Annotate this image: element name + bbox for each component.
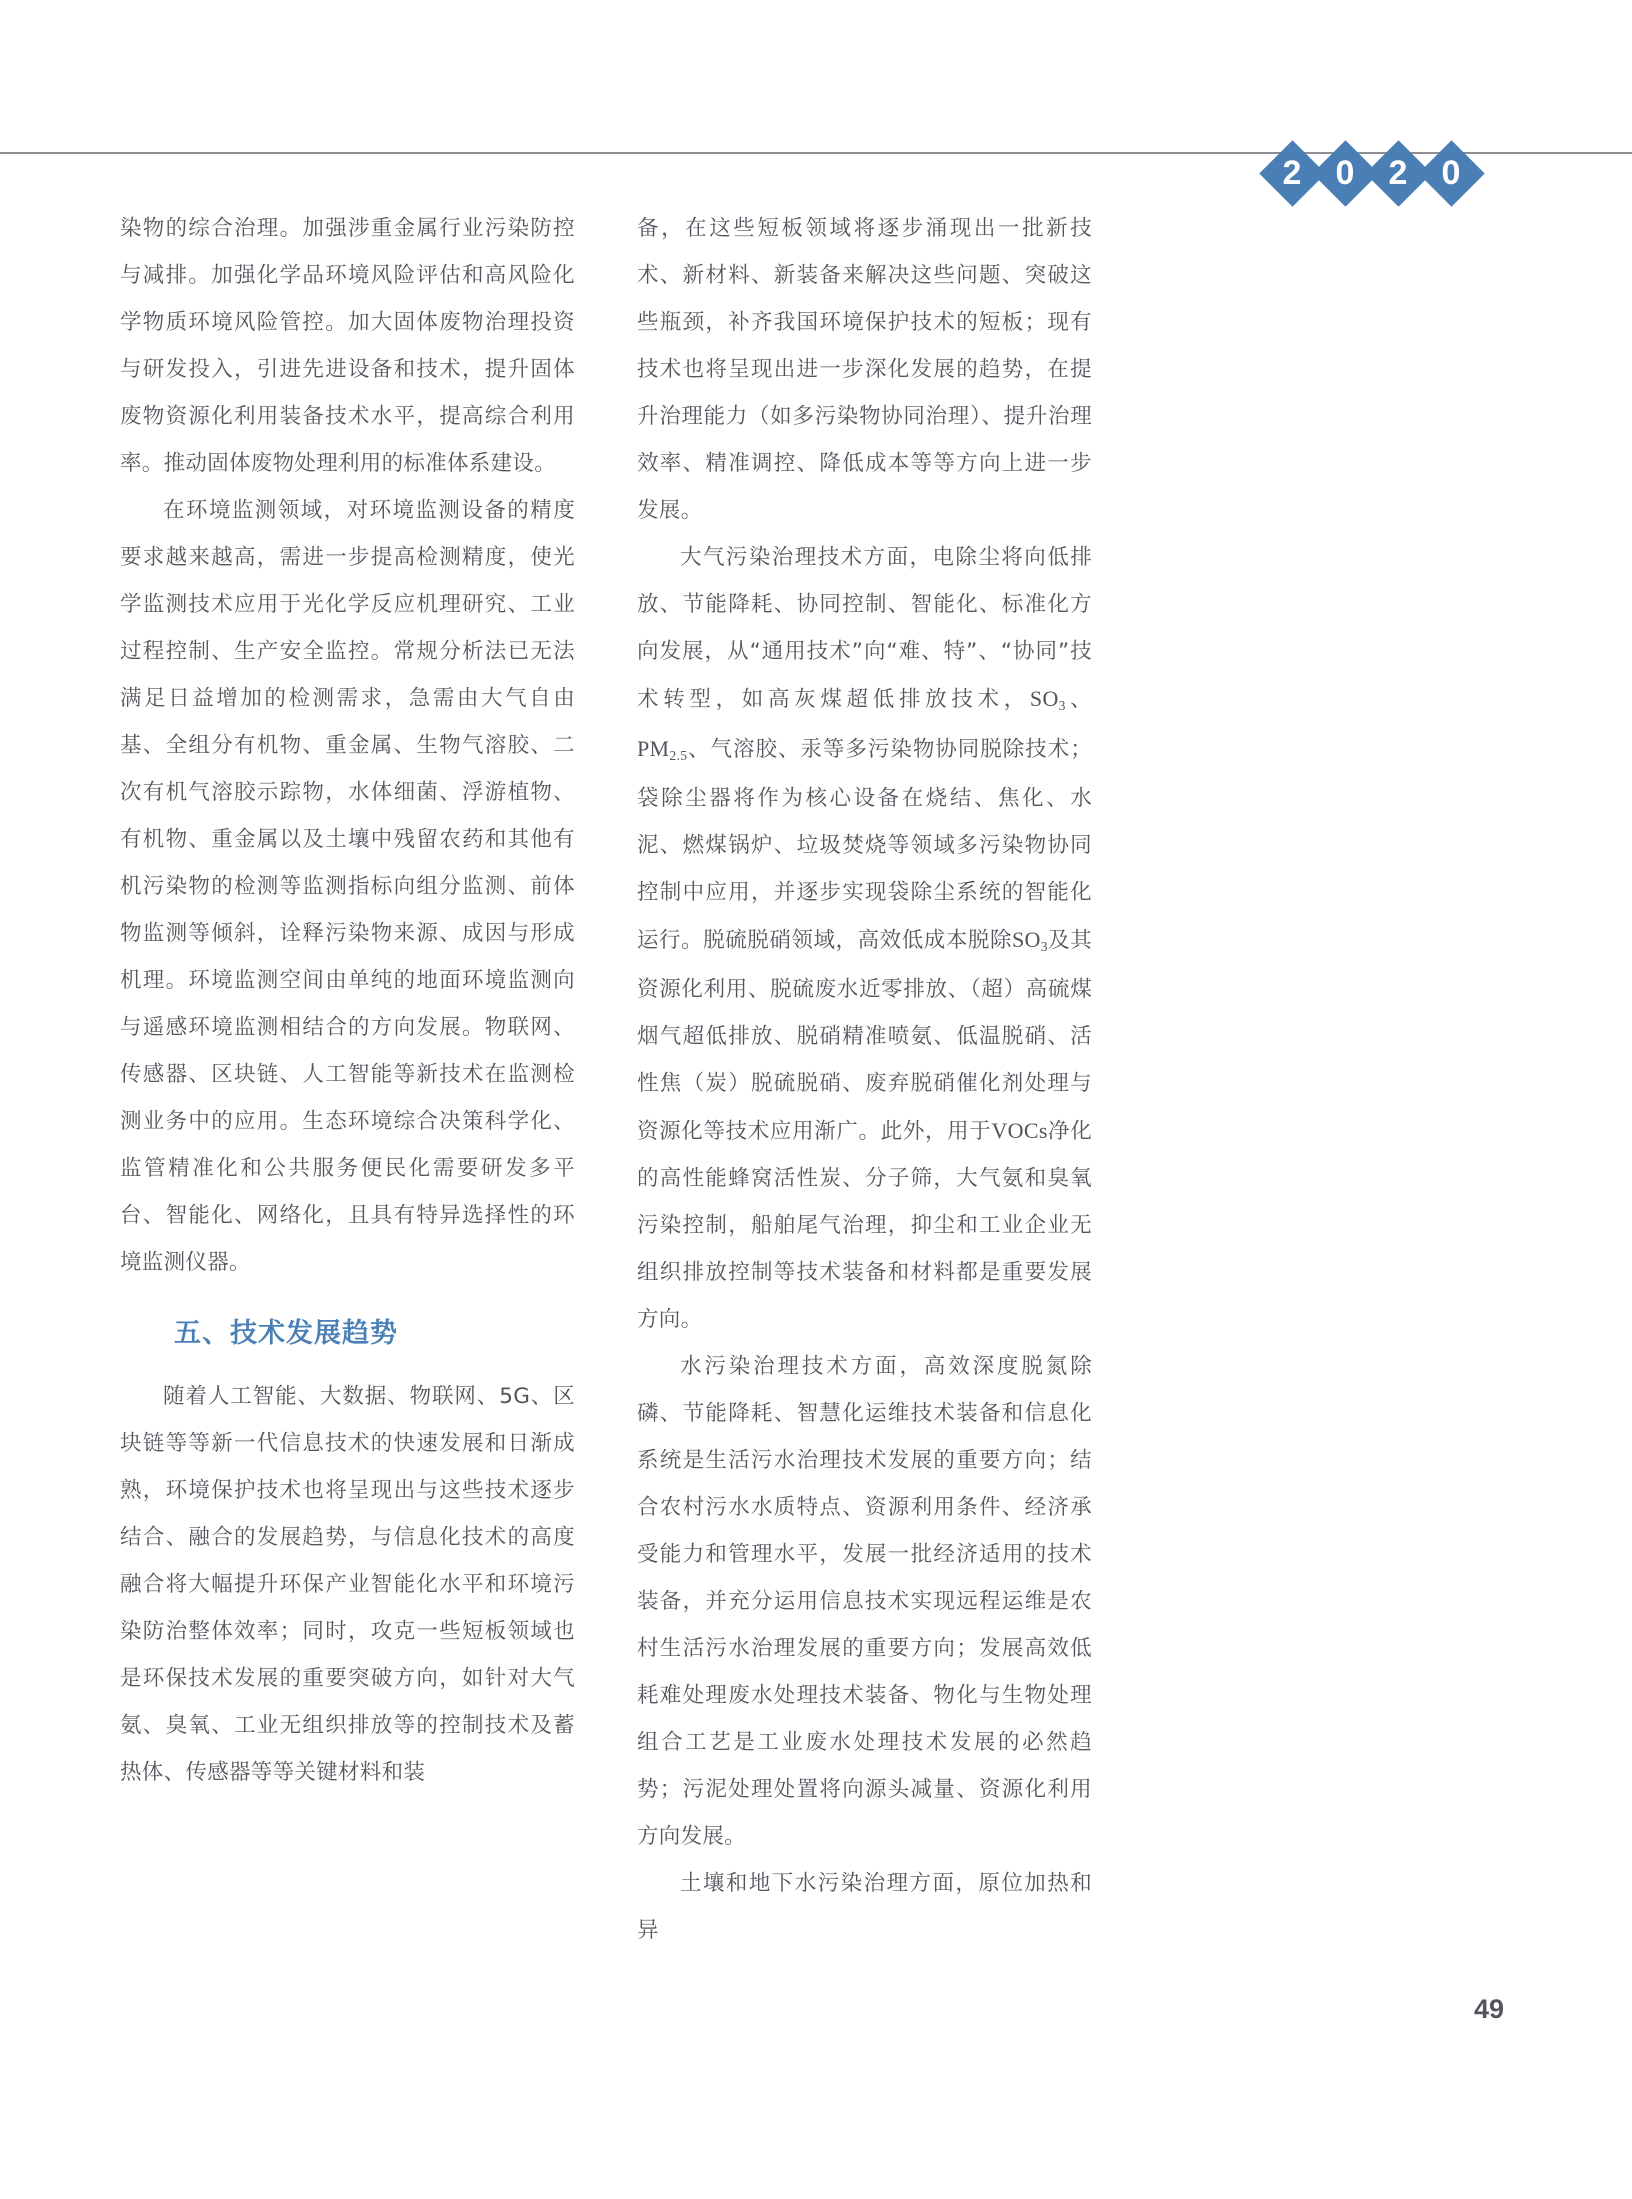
page-header [0,0,1632,200]
section-heading-tech-trends: 五、技术发展趋势 [174,1318,398,1349]
paragraph-soil-groundwater: 土壤和地下水污染治理方面，原位加热和异 [637,1871,1092,1943]
body-columns [120,205,1512,1945]
left-column [120,205,575,1945]
paragraph-water-pollution-control: 水污染治理技术方面，高效深度脱氮除磷、节能降耗、智慧化运维技术装备和信息化系统是生活污水治理技术发展的重要方向；结合农村污水水质特点、资源利用条件、经济承受能力和管理水平，发展一批经济适用的技术装备，并充分运用信息技术实现远程运维是农村生活污水治理发展的重要方向；发展高效低耗难处理废水处理技术装备、物化与生物处理组合工艺是工业废水处理技术发展的必然趋势；污泥处理处置将向源头减量、资源化利用方向发展。 [637,1354,1092,1849]
year-digit: 0 [1441,154,1461,192]
paragraph-tech-trend-intro: 随着人工智能、大数据、物联网、5G、区块链等等新一代信息技术的快速发展和日渐成熟，环境保护技术也将呈现出与这些技术逐步结合、融合的发展趋势，与信息化技术的高度融合将大幅提升环保产业智能化水平和环境污染防治整体效率；同时，攻克一些短板领域也是环保技术发展的重要突破方向，如针对大气氨、臭氧、工业无组织排放等的控制技术及蓄热体、传感器等等关键材料和装 [120,1384,575,1785]
year-logo-2020 [1259,140,1484,206]
page-number: 49 [1473,1994,1504,2024]
paragraph-solid-waste: 染物的综合治理。加强涉重金属行业污染防控与减排。加强化学品环境风险评估和高风险化学物质环境风险管控。加大固体废物治理投资与研发投入，引进先进设备和技术，提升固体废物资源化利用装备技术水平，提高综合利用率。推动固体废物处理利用的标准体系建设。 [120,216,575,476]
paragraph-environmental-monitoring: 在环境监测领域，对环境监测设备的精度要求越来越高，需进一步提高检测精度，使光学监测技术应用于光化学反应机理研究、工业过程控制、生产安全监控。常规分析法已无法满足日益增加的检测需求，急需由大气自由基、全组分有机物、重金属、生物气溶胶、二次有机气溶胶示踪物，水体细菌、浮游植物、有机物、重金属以及土壤中残留农药和其他有机污染物的检测等监测指标向组分监测、前体物监测等倾斜，诠释污染物来源、成因与形成机理。环境监测空间由单纯的地面环境监测向与遥感环境监测相结合的方向发展。物联网、传感器、区块链、人工智能等新技术在监测检测业务中的应用。生态环境综合决策科学化、监管精准化和公共服务便民化需要研发多平台、智能化、网络化，且具有特异选择性的环境监测仪器。 [120,498,575,1275]
year-digit: 0 [1335,154,1355,192]
paragraph-air-pollution-control: 大气污染治理技术方面，电除尘将向低排放、节能降耗、协同控制、智能化、标准化方向发展，从“通用技术”向“难、特”、“协同”技术转型，如高灰煤超低排放技术，$SO_3$、$PM_{2.5}$、气溶胶、汞等多污染物协同脱除技术；袋除尘器将作为核心设备在烧结、焦化、水泥、燃煤锅炉、垃圾焚烧等领域多污染物协同控制中应用，并逐步实现袋除尘系统的智能化运行。脱硫脱硝领域，高效低成本脱除$SO_3$及其资源化利用、脱硫废水近零排放、（超）高硫煤烟气超低排放、脱硝精准喷氨、低温脱硝、活性焦（炭）脱硫脱硝、废弃脱硝催化剂处理与资源化等技术应用渐广。此外，用于VOCs净化的高性能蜂窝活性炭、分子筛，大气氨和臭氧污染控制，船舶尾气治理，抑尘和工业企业无组织排放控制等技术装备和材料都是重要发展方向。 [637,545,1092,1332]
year-diamond-4 [1418,140,1484,206]
year-digit: 2 [1282,154,1302,192]
paragraph-short-board-continued: 备，在这些短板领域将逐步涌现出一批新技术、新材料、新装备来解决这些问题、突破这些瓶颈，补齐我国环境保护技术的短板；现有技术也将呈现出进一步深化发展的趋势，在提升治理能力（如多污染物协同治理）、提升治理效率、精准调控、降低成本等等方向上进一步发展。 [637,216,1092,523]
year-digit: 2 [1388,154,1408,192]
right-column [637,205,1092,1945]
